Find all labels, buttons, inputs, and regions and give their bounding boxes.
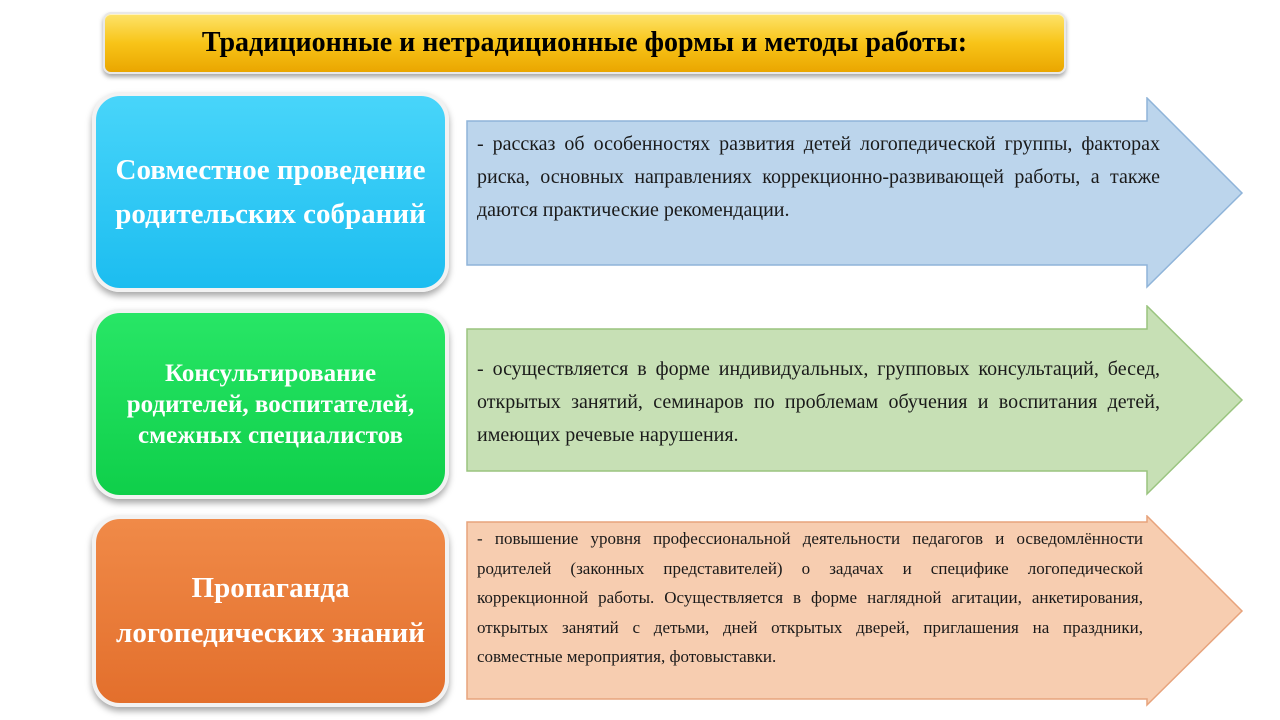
method-description: - осуществляется в форме индивидуальных, групповых консультаций, бесед, открытых занятий, семинаров по проблемам обучения и воспитания детей, имеющих речевые нарушения. [477, 358, 1160, 446]
method-description: - рассказ об особенностях развития детей логопедической группы, факторах риска, основных направлениях коррекционно-развивающей работы, а также даются практические рекомендации. [477, 133, 1160, 221]
title-banner [103, 12, 1066, 74]
method-label: Пропаганда логопедических знаний [116, 572, 425, 649]
method-box-parent-meetings [92, 92, 449, 292]
method-description: - повышение уровня профессиональной деятельности педагогов и осведомлённости родителей (законных представителей) о задачах и специфике логопедической коррекционной работы. Осуществляется в форме наглядной агитации, анкетирования, открытых занятий с детьми, дней открытых дверей, приглашения на праздники, совместные мероприятия, фотовыставки. [477, 529, 1143, 666]
slide-title: Традиционные и нетрадиционные формы и методы работы: [201, 27, 968, 58]
method-label: Консультирование родителей, воспитателей, смежных специалистов [126, 359, 415, 449]
method-label: Совместное проведение родительских собраний [115, 154, 426, 230]
method-box-propaganda [92, 515, 449, 707]
method-box-consulting [92, 309, 449, 499]
